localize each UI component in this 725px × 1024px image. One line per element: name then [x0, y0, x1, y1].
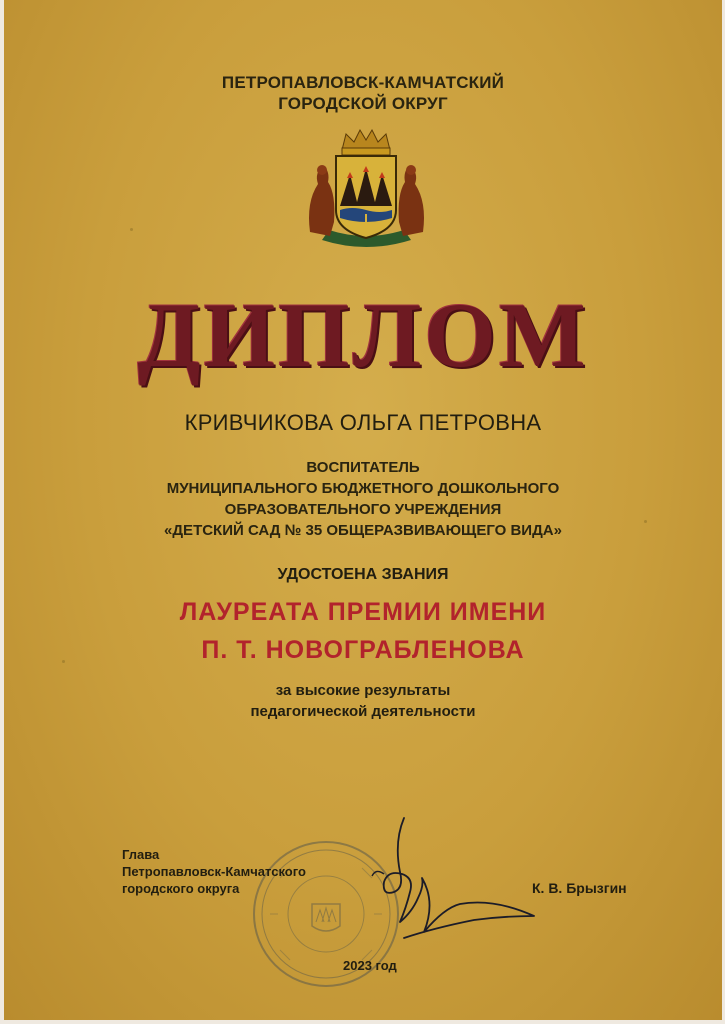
signatory-line1: Глава	[122, 847, 160, 862]
reason-line1: за высокие результаты	[275, 682, 451, 699]
paper-speck	[62, 660, 65, 663]
signatory-line2: Петропавловск-Камчатского	[122, 864, 306, 879]
signatory-name: К. В. Брызгин	[532, 880, 627, 896]
municipality-header	[4, 72, 722, 114]
award-reason	[4, 680, 722, 722]
issue-year: 2023 год	[343, 958, 397, 973]
document-title: ДИПЛОМ	[137, 284, 589, 386]
laureate-title	[4, 593, 722, 669]
coat-of-arms-icon	[304, 122, 429, 250]
reason-line2: педагогической деятельности	[250, 703, 476, 720]
signatory-line3: городского округа	[122, 881, 240, 896]
position-line2: МУНИЦИПАЛЬНОГО БЮДЖЕТНОГО ДОШКОЛЬНОГО	[166, 480, 560, 497]
laureate-line2: П. Т. НОВОГРАБЛЕНОВА	[201, 636, 525, 664]
paper-speck	[130, 228, 133, 231]
recipient-position	[4, 457, 722, 541]
laureate-line1: ЛАУРЕАТА ПРЕМИИ ИМЕНИ	[179, 598, 547, 626]
paper-speck	[644, 520, 647, 523]
municipality-line2: ГОРОДСКОЙ ОКРУГ	[278, 94, 448, 113]
position-line1: ВОСПИТАТЕЛЬ	[306, 459, 420, 476]
position-line3: ОБРАЗОВАТЕЛЬНОГО УЧРЕЖДЕНИЯ	[224, 501, 502, 518]
municipality-line1: ПЕТРОПАВЛОВСК-КАМЧАТСКИЙ	[221, 73, 505, 92]
recipient-name: КРИВЧИКОВА ОЛЬГА ПЕТРОВНА	[184, 410, 542, 435]
diploma-page	[4, 0, 722, 1020]
awarded-text: УДОСТОЕНА ЗВАНИЯ	[277, 566, 449, 583]
position-line4: «ДЕТСКИЙ САД № 35 ОБЩЕРАЗВИВАЮЩЕГО ВИДА»	[164, 522, 562, 539]
handwritten-signature-icon	[364, 812, 544, 952]
signatory-title	[122, 846, 306, 897]
